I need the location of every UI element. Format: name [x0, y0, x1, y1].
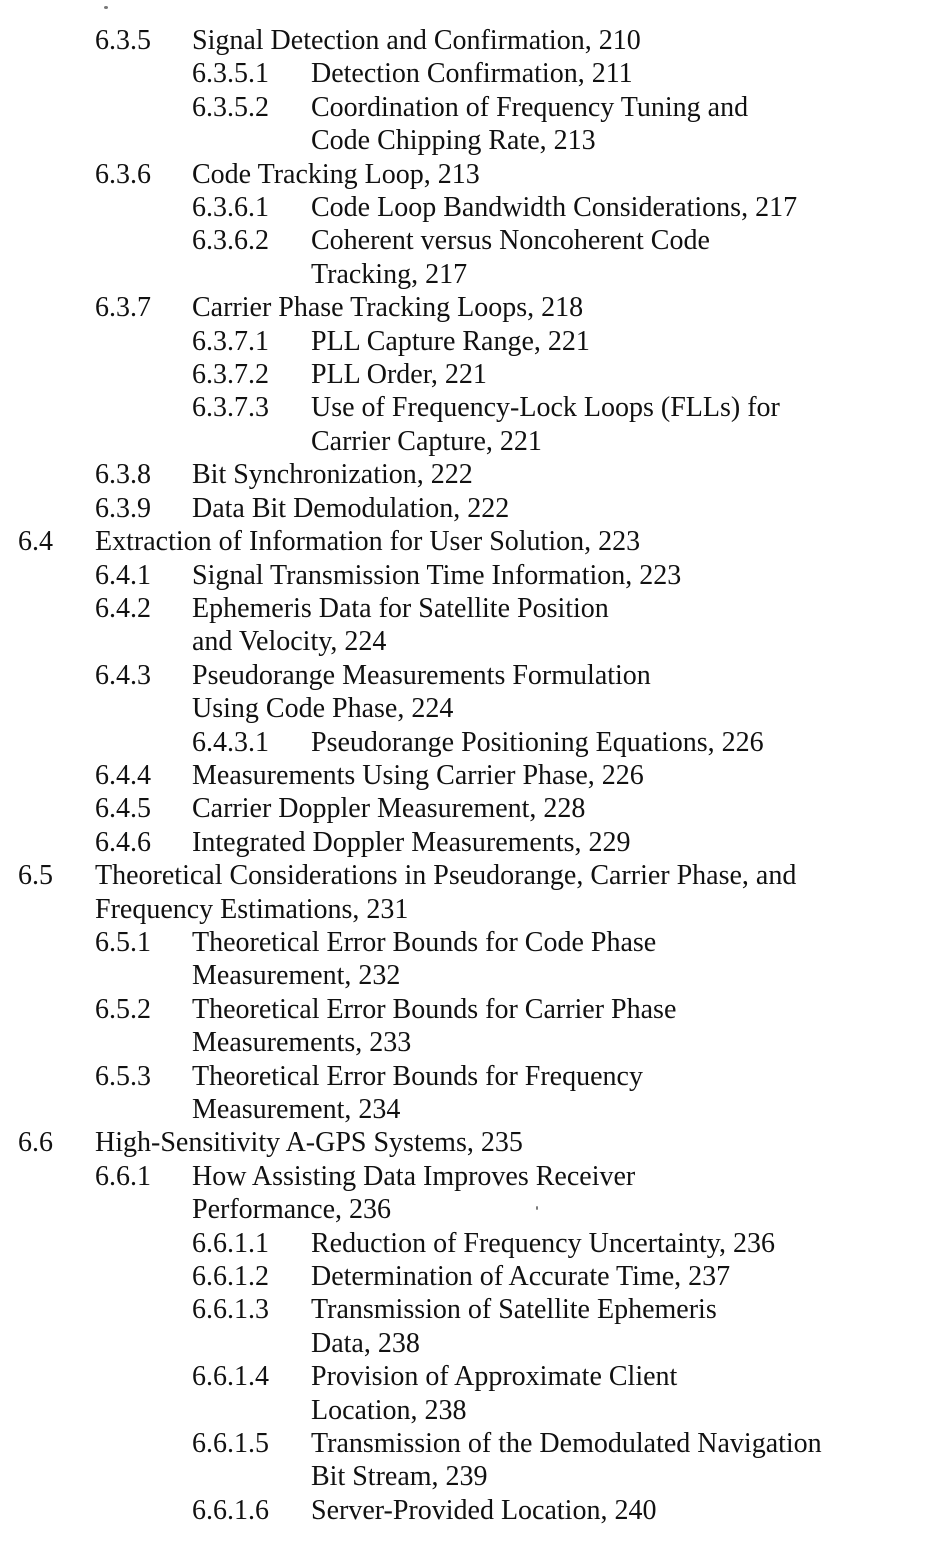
- section-title-line: Theoretical Considerations in Pseudorange, Carrier Phase, and: [95, 860, 797, 892]
- section-title-line: Measurements Using Carrier Phase, 226: [192, 759, 644, 791]
- section-number: 6.3.8: [95, 459, 151, 491]
- section-number: 6.5.1: [95, 926, 151, 958]
- section-title-line: Extraction of Information for User Solution, 223: [95, 526, 641, 558]
- toc-entry-level-1: [0, 1126, 932, 1159]
- section-title: [311, 1494, 871, 1527]
- section-title-line: Measurements, 233: [192, 1027, 412, 1059]
- section-title-line: Theoretical Error Bounds for Frequency: [192, 1060, 643, 1092]
- section-title: [311, 726, 871, 759]
- section-title-line: High-Sensitivity A-GPS Systems, 235: [95, 1127, 523, 1159]
- section-title: [95, 1126, 865, 1159]
- section-title-line: Carrier Doppler Measurement, 228: [192, 793, 586, 825]
- section-number: 6.6: [18, 1127, 53, 1159]
- toc-entry-level-3: [0, 1293, 932, 1360]
- section-title: [192, 291, 712, 324]
- section-title-line: Tracking, 217: [311, 258, 468, 290]
- section-title: [192, 1060, 712, 1127]
- section-title: [192, 926, 712, 993]
- section-title-line: Bit Stream, 239: [311, 1461, 488, 1493]
- section-title-line: Theoretical Error Bounds for Code Phase: [192, 926, 657, 958]
- section-title: [311, 91, 871, 158]
- section-title: [192, 659, 712, 726]
- section-title-line: PLL Order, 221: [311, 359, 487, 391]
- section-title-line: Signal Detection and Confirmation, 210: [192, 25, 641, 56]
- section-number: 6.4.4: [95, 759, 151, 791]
- toc-entry-level-2: [0, 492, 932, 525]
- section-title-line: Determination of Accurate Time, 237: [311, 1261, 731, 1293]
- section-number: 6.6.1.5: [192, 1428, 269, 1460]
- section-number: 6.3.7.3: [192, 392, 269, 424]
- section-title-line: Integrated Doppler Measurements, 229: [192, 826, 631, 858]
- section-title: [192, 559, 712, 592]
- section-number: 6.3.6.2: [192, 225, 269, 257]
- toc-entry-level-2: [0, 458, 932, 491]
- table-of-contents: [0, 24, 932, 1527]
- section-title: [95, 525, 865, 558]
- section-title-line: Code Chipping Rate, 213: [311, 125, 596, 157]
- section-title-line: Data Bit Demodulation, 222: [192, 492, 510, 524]
- section-title-line: Using Code Phase, 224: [192, 693, 454, 725]
- section-title-line: Measurement, 232: [192, 960, 401, 992]
- section-number: 6.3.5: [95, 25, 151, 56]
- section-number: 6.3.5.2: [192, 91, 269, 123]
- section-number: 6.4.5: [95, 793, 151, 825]
- toc-entry-level-3: [0, 191, 932, 224]
- section-title-line: Transmission of Satellite Ephemeris: [311, 1294, 717, 1326]
- toc-entry-level-2: [0, 1060, 932, 1127]
- section-number: 6.5.2: [95, 993, 151, 1025]
- section-number: 6.3.7.1: [192, 325, 269, 357]
- toc-entry-level-3: [0, 57, 932, 90]
- section-title: [311, 1360, 871, 1427]
- toc-entry-level-2: [0, 759, 932, 792]
- section-title: [192, 759, 712, 792]
- section-title: [311, 191, 871, 224]
- section-title-line: PLL Capture Range, 221: [311, 325, 590, 357]
- section-title-line: Code Loop Bandwidth Considerations, 217: [311, 192, 798, 224]
- section-number: 6.3.5.1: [192, 58, 269, 90]
- section-number: 6.5.3: [95, 1060, 151, 1092]
- section-title-line: Location, 238: [311, 1394, 467, 1426]
- toc-entry-level-3: [0, 1427, 932, 1494]
- section-title-line: Provision of Approximate Client: [311, 1361, 678, 1393]
- section-title-line: How Assisting Data Improves Receiver: [192, 1160, 636, 1192]
- section-title: [192, 158, 712, 191]
- section-number: 6.6.1.2: [192, 1261, 269, 1293]
- section-title-line: Use of Frequency-Lock Loops (FLLs) for: [311, 392, 780, 424]
- section-title: [311, 1227, 871, 1260]
- toc-entry-level-2: [0, 592, 932, 659]
- toc-entry-level-2: [0, 1160, 932, 1227]
- section-title-line: Server-Provided Location, 240: [311, 1494, 657, 1526]
- section-number: 6.6.1.3: [192, 1294, 269, 1326]
- section-number: 6.4.3: [95, 659, 151, 691]
- toc-entry-level-3: [0, 325, 932, 358]
- section-title: [192, 993, 712, 1060]
- toc-entry-level-1: [0, 859, 932, 926]
- section-number: 6.3.7.2: [192, 359, 269, 391]
- section-number: 6.4.3.1: [192, 726, 269, 758]
- section-title-line: Bit Synchronization, 222: [192, 459, 473, 491]
- section-title-line: Transmission of the Demodulated Navigation: [311, 1428, 822, 1460]
- section-number: 6.3.6: [95, 158, 151, 190]
- section-number: 6.3.9: [95, 492, 151, 524]
- section-title: [311, 224, 871, 291]
- section-title-line: Code Tracking Loop, 213: [192, 158, 480, 190]
- section-title: [311, 391, 871, 458]
- section-title: [311, 1427, 871, 1494]
- section-title: [311, 1293, 871, 1360]
- toc-entry-level-2: [0, 792, 932, 825]
- section-number: 6.5: [18, 860, 53, 892]
- toc-entry-level-3: [0, 1260, 932, 1293]
- toc-entry-level-2: [0, 826, 932, 859]
- section-title-line: Performance, 236: [192, 1194, 392, 1226]
- section-title-line: Coordination of Frequency Tuning and: [311, 91, 749, 123]
- section-title: [192, 826, 712, 859]
- section-title: [311, 1260, 871, 1293]
- toc-entry-level-3: [0, 1494, 932, 1527]
- section-title-line: Frequency Estimations, 231: [95, 893, 409, 925]
- toc-entry-level-3: [0, 358, 932, 391]
- toc-entry-level-2: [0, 993, 932, 1060]
- toc-entry-level-3: [0, 1360, 932, 1427]
- toc-entry-level-3: [0, 1227, 932, 1260]
- section-title: [192, 1160, 712, 1227]
- section-title-line: Measurement, 234: [192, 1094, 401, 1125]
- toc-entry-level-3: [0, 391, 932, 458]
- section-title-line: Ephemeris Data for Satellite Position: [192, 592, 609, 624]
- section-number: 6.4.1: [95, 559, 151, 591]
- section-title-line: Signal Transmission Time Information, 223: [192, 559, 682, 591]
- section-title: [311, 358, 871, 391]
- toc-entry-level-3: [0, 726, 932, 759]
- toc-entry-level-3: [0, 224, 932, 291]
- section-title: [192, 458, 712, 491]
- scan-speck: [536, 1206, 538, 1210]
- section-title-line: Reduction of Frequency Uncertainty, 236: [311, 1227, 775, 1259]
- section-number: 6.4.2: [95, 592, 151, 624]
- section-title: [311, 325, 871, 358]
- scan-speck: [104, 6, 108, 9]
- section-title: [192, 792, 712, 825]
- section-number: 6.6.1.1: [192, 1227, 269, 1259]
- section-title: [192, 24, 712, 57]
- section-title-line: Pseudorange Measurements Formulation: [192, 659, 651, 691]
- section-number: 6.4.6: [95, 826, 151, 858]
- section-number: 6.6.1.4: [192, 1361, 269, 1393]
- toc-entry-level-2: [0, 158, 932, 191]
- toc-entry-level-2: [0, 559, 932, 592]
- section-title: [311, 57, 871, 90]
- section-title-line: Data, 238: [311, 1327, 420, 1359]
- section-title-line: Theoretical Error Bounds for Carrier Phase: [192, 993, 677, 1025]
- toc-entry-level-3: [0, 91, 932, 158]
- section-title: [192, 492, 712, 525]
- section-title-line: Pseudorange Positioning Equations, 226: [311, 726, 764, 758]
- section-number: 6.6.1: [95, 1160, 151, 1192]
- section-number: 6.6.1.6: [192, 1494, 269, 1526]
- section-number: 6.3.6.1: [192, 192, 269, 224]
- section-title-line: Coherent versus Noncoherent Code: [311, 225, 710, 257]
- section-title: [95, 859, 865, 926]
- section-number: 6.3.7: [95, 292, 151, 324]
- section-title: [192, 592, 712, 659]
- toc-entry-level-2: [0, 926, 932, 993]
- section-title-line: Carrier Phase Tracking Loops, 218: [192, 292, 584, 324]
- section-number: 6.4: [18, 526, 53, 558]
- section-title-line: Detection Confirmation, 211: [311, 58, 633, 90]
- toc-entry-level-2: [0, 291, 932, 324]
- section-title-line: Carrier Capture, 221: [311, 425, 542, 457]
- toc-entry-level-2: [0, 24, 932, 57]
- toc-entry-level-2: [0, 659, 932, 726]
- toc-entry-level-1: [0, 525, 932, 558]
- section-title-line: and Velocity, 224: [192, 626, 387, 658]
